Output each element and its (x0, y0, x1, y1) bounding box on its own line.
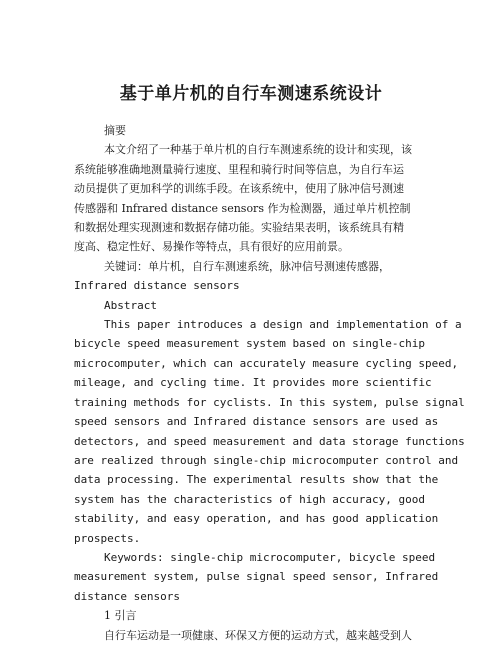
text-line: 自行车运动是一项健康、环保又方便的运动方式，越来越受到人 (104, 628, 412, 642)
text-line: 关键词：单片机，自行车测速系统，脉冲信号测速传感器， (104, 259, 390, 273)
text-line: 1 引言 (104, 609, 137, 623)
text-line: data processing. The experimental results show that the (74, 473, 439, 487)
text-line: Infrared distance sensors (74, 279, 240, 293)
text-line: system has the characteristics of high accuracy, good (74, 492, 425, 506)
text-line: This paper introduces a design and implementation of a (104, 318, 462, 332)
text-line: 系统能够准确地测量骑行速度、里程和骑行时间等信息，为自行车运 (74, 162, 404, 176)
text-line: distance sensors (74, 589, 180, 603)
text-line: stability, and easy operation, and has good application (74, 512, 439, 526)
text-line: 本文介绍了一种基于单片机的自行车测速系统的设计和实现，该 (104, 143, 412, 157)
paper-title: 基于单片机的自行车测速系统设计 (119, 84, 383, 104)
text-line: are realized through single-chip microcomputer control and (74, 453, 459, 467)
text-line: measurement system, pulse signal speed sensor, Infrared (74, 570, 439, 584)
text-line: 和数据处理实现测速和数据存储功能。实验结果表明，该系统具有精 (74, 221, 404, 235)
text-line: bicycle speed measurement system based on single-chip (74, 337, 425, 351)
text-line: 度高、稳定性好、易操作等特点，具有很好的应用前景。 (74, 240, 349, 254)
text-line: prospects. (74, 531, 141, 545)
text-line: mileage, and cycling time. It provides more scientific (74, 376, 432, 390)
text-line: 传感器和 Infrared distance sensors 作为检测器，通过单片机控制 (74, 201, 411, 215)
text-line: Abstract (104, 298, 157, 312)
paper-body (74, 121, 465, 645)
text-line: 摘要 (104, 124, 126, 137)
text-line: detectors, and speed measurement and data storage functions (74, 434, 465, 448)
text-line: Keywords: single-chip microcomputer, bicycle speed (104, 550, 436, 564)
text-line: microcomputer, which can accurately measure cycling speed, (74, 356, 459, 370)
text-line: 动员提供了更加科学的训练手段。在该系统中，使用了脉冲信号测速 (74, 182, 404, 196)
text-line: training methods for cyclists. In this system, pulse signal (74, 395, 465, 409)
text-line: speed sensors and Infrared distance sensors are used as (74, 415, 439, 429)
